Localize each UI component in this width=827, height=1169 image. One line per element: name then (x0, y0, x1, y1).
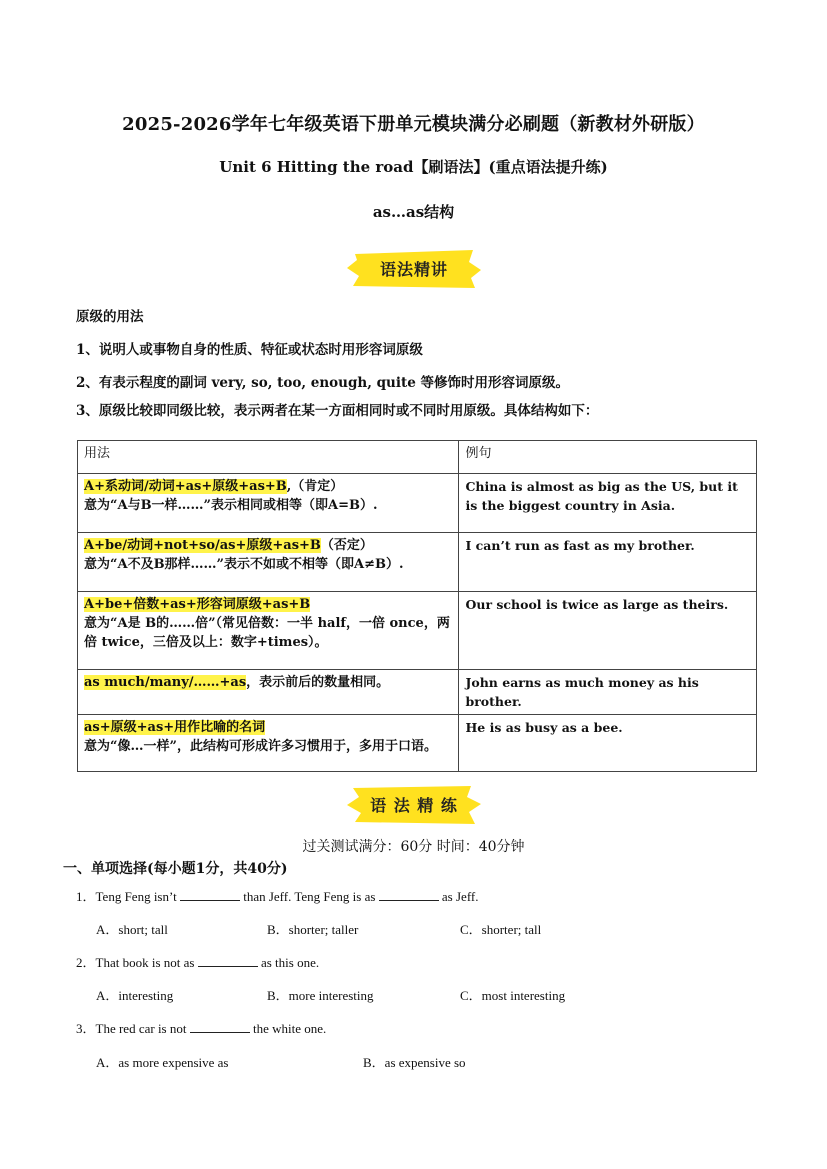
section-heading: 一、单项选择(每小题1分，共40分) (63, 861, 288, 877)
structure-note: ,（肯定） (286, 479, 344, 494)
structure-note: （否定） (320, 538, 373, 553)
option-b[interactable]: B．shorter; taller (267, 922, 359, 937)
structure-formula: as+原级+as+用作比喻的名词 (84, 720, 266, 735)
table-row (78, 670, 757, 715)
question-number: 3． (76, 1021, 96, 1036)
answer-blank[interactable] (198, 954, 258, 967)
structure-meaning: 意为“A与B一样……”表示相同或相等（即A=B）. (84, 498, 378, 513)
question-text: Teng Feng isn’t (95, 889, 180, 904)
usage-cell (78, 474, 459, 533)
grammar-table (77, 440, 757, 772)
document-subtitle: Unit 6 Hitting the road【刷语法】(重点语法提升练) (219, 158, 608, 176)
answer-blank[interactable] (190, 1020, 250, 1033)
usage-cell (78, 670, 459, 715)
banner-grammar-practice (345, 782, 483, 828)
table-row (78, 533, 757, 592)
option-c[interactable]: C．most interesting (460, 988, 566, 1003)
question-2 (76, 952, 319, 971)
intro-point-3: 3、原级比较即同级比较，表示两者在某一方面相同时或不同时用原级。具体结构如下： (76, 403, 599, 419)
structure-note: ，表示前后的数量相同。 (246, 675, 390, 690)
question-text: The red car is not (95, 1021, 190, 1036)
structure-meaning: 意为“像…一样”，此结构可形成许多习惯用于，多用于口语。 (84, 739, 437, 754)
question-text: That book is not as (95, 955, 198, 970)
question-3 (76, 1018, 326, 1037)
structure-formula: A+be/动词+not+so/as+原级+as+B (84, 538, 321, 553)
question-text: as Jeff. (438, 889, 479, 904)
question-text: the white one. (249, 1021, 327, 1036)
usage-cell (78, 592, 459, 670)
table-header-usage: 用法 (78, 441, 459, 474)
question-text: as this one. (257, 955, 320, 970)
option-b[interactable]: B．more interesting (267, 988, 374, 1003)
example-cell: Our school is twice as large as theirs. (459, 592, 757, 670)
question-number: 1． (76, 889, 96, 904)
option-b[interactable]: B．as expensive so (363, 1055, 466, 1070)
answer-blank[interactable] (180, 888, 240, 901)
option-a[interactable]: A．short; tall (96, 922, 168, 937)
option-c[interactable]: C．shorter; tall (460, 922, 542, 937)
option-a[interactable]: A．interesting (96, 988, 174, 1003)
example-cell: John earns as much money as his brother. (459, 670, 757, 715)
grammar-topic: as…as结构 (372, 203, 455, 221)
answer-blank[interactable] (379, 888, 439, 901)
banner-grammar-explain (345, 246, 483, 292)
table-header-row (78, 441, 757, 474)
structure-formula: A+be+倍数+as+形容词原级+as+B (84, 597, 311, 612)
banner-label: 语 法 精 练 (370, 796, 458, 815)
option-a[interactable]: A．as more expensive as (96, 1055, 229, 1070)
example-cell: He is as busy as a bee. (459, 715, 757, 772)
usage-cell (78, 533, 459, 592)
structure-formula: as much/many/……+as (84, 675, 247, 690)
question-1 (76, 886, 479, 905)
example-cell: China is almost as big as the US, but it is the biggest country in Asia. (459, 474, 757, 533)
test-info: 过关测试满分：60分 时间：40分钟 (302, 839, 525, 855)
intro-point-2: 2、有表示程度的副词 very, so, too, enough, quite 等修饰时用形容词原级。 (76, 375, 570, 391)
structure-meaning: 意为“A是 B的……倍”（常见倍数：一半 half，一倍 once，两倍 twice，三倍及以上：数字+times）。 (84, 616, 450, 650)
question-text: than Jeff. Teng Feng is as (239, 889, 379, 904)
question-number: 2． (76, 955, 96, 970)
table-row (78, 715, 757, 772)
banner-label: 语法精讲 (379, 260, 448, 279)
usage-cell (78, 715, 459, 772)
example-cell: I can’t run as fast as my brother. (459, 533, 757, 592)
table-row (78, 592, 757, 670)
structure-formula: A+系动词/动词+as+原级+as+B (84, 479, 287, 494)
intro-heading: 原级的用法 (76, 309, 144, 325)
structure-meaning: 意为“A不及B那样……”表示不如或不相等（即A≠B）. (84, 557, 404, 572)
table-row (78, 474, 757, 533)
document-title: 2025-2026学年七年级英语下册单元模块满分必刷题（新教材外研版） (122, 114, 705, 135)
table-header-example: 例句 (459, 441, 757, 474)
intro-point-1: 1、说明人或事物自身的性质、特征或状态时用形容词原级 (76, 342, 423, 358)
